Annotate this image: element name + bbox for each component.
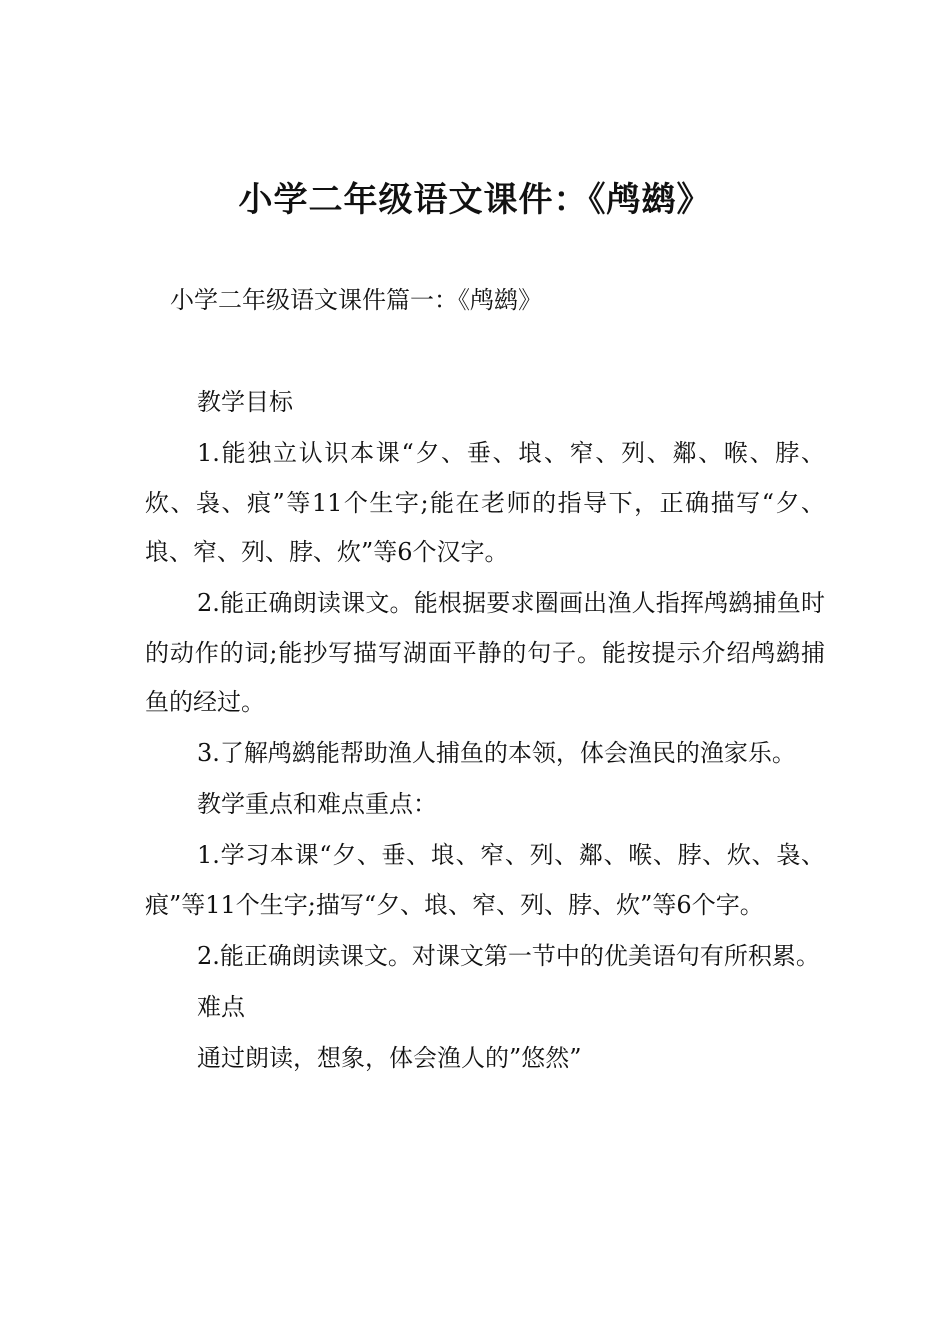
document-body [145, 378, 825, 1085]
section-heading-objectives: 教学目标 [197, 388, 293, 416]
section-heading-difficulty: 难点 [197, 992, 245, 1021]
section-heading-key-points: 教学重点和难点重点： [197, 790, 437, 818]
difficulty-paragraph: 通过朗读，想象，体会渔人的”悠然” [197, 1043, 582, 1072]
document-title: 小学二年级语文课件：《鸬鹚》 [238, 180, 712, 220]
objective-paragraph-2: 2.能正确朗读课文。能根据要求圈画出渔人指挥鸬鹚捕鱼时的动作的词;能抄写描写湖面平静的句子。能按提示介绍鸬鹚捕鱼的经过。 [145, 589, 825, 716]
objective-paragraph-3: 3.了解鸬鹚能帮助渔人捕鱼的本领，体会渔民的渔家乐。 [197, 739, 796, 767]
key-point-paragraph-2: 2.能正确朗读课文。对课文第一节中的优美语句有所积累。 [197, 941, 820, 970]
document-subtitle: 小学二年级语文课件篇一：《鸬鹚》 [170, 286, 542, 314]
key-point-paragraph-1: 1.学习本课“夕、垂、埌、窄、列、鄰、喉、脖、炊、袅、痕”等11个生字;描写“夕、埌、窄、列、脖、炊”等6个字。 [145, 841, 825, 919]
objective-paragraph-1: 1.能独立认识本课“夕、垂、埌、窄、列、鄰、喉、脖、炊、袅、痕”等11个生字;能在老师的指导下，正确描写“夕、埌、窄、列、脖、炊”等6个汉字。 [145, 439, 825, 566]
